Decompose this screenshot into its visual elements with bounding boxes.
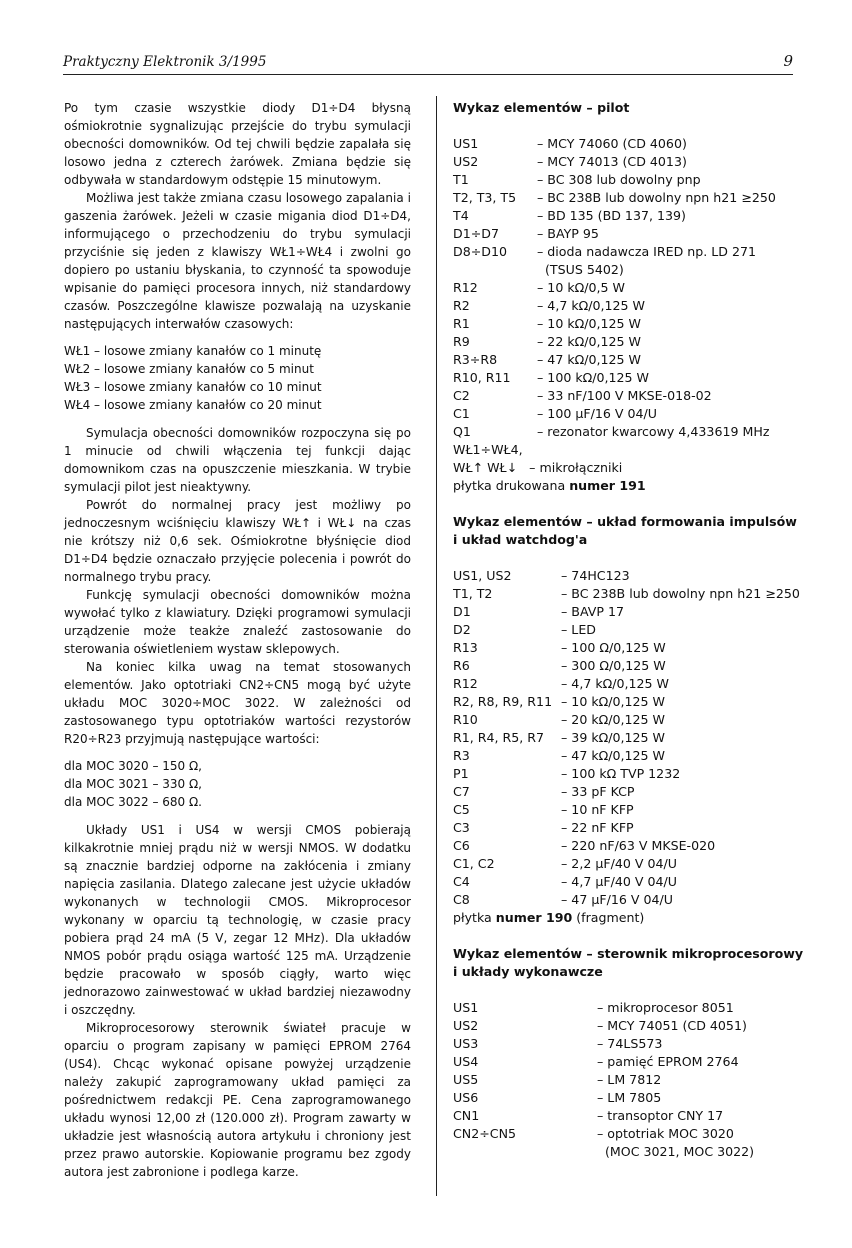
parts-row [453, 189, 813, 207]
part-desc: – 22 nF KFP [561, 820, 634, 835]
part-id: T1 [453, 172, 469, 187]
part-id: T1, T2 [453, 586, 493, 601]
parts-row [453, 783, 813, 801]
part-desc: – 10 kΩ/0,125 W [561, 694, 665, 709]
part-id: D8÷D10 [453, 244, 507, 259]
section-title-line-1: Wykaz elementów – sterownik mikroprocesorowy [453, 946, 804, 961]
parts-row [453, 171, 813, 189]
parts-row [453, 369, 813, 387]
board-label: płytka drukowana [453, 478, 570, 493]
parts-row [453, 999, 813, 1017]
part-id: P1 [453, 766, 469, 781]
part-id: US1 [453, 1000, 479, 1015]
part-id: C5 [453, 802, 470, 817]
paragraph: Symulacja obecności domowników rozpoczyna się po 1 minucie od chwili włączenia tej funkcji dając domownikom czas na opuszczenie mieszkania. W trybie symulacji pilot jest nieaktywny. [64, 426, 411, 494]
part-desc: – pamięć EPROM 2764 [597, 1054, 739, 1069]
parts-row [453, 153, 813, 171]
part-id: CN1 [453, 1108, 480, 1123]
part-desc: – 4,7 μF/40 V 04/U [561, 874, 677, 889]
part-id: C4 [453, 874, 470, 889]
parts-row [453, 1125, 813, 1143]
part-desc: – 100 μF/16 V 04/U [537, 406, 657, 421]
part-id: R1, R4, R5, R7 [453, 730, 545, 745]
parts-row [453, 225, 813, 243]
right-column [453, 99, 813, 1161]
parts-row [453, 801, 813, 819]
parts-row [453, 279, 813, 297]
list-item: dla MOC 3020 – 150 Ω, [64, 759, 202, 773]
part-id: R12 [453, 676, 478, 691]
part-desc: – 4,7 kΩ/0,125 W [537, 298, 646, 313]
part-desc: – MCY 74051 (CD 4051) [597, 1018, 747, 1033]
parts-row [453, 135, 813, 153]
part-id: C3 [453, 820, 470, 835]
parts-row [453, 1053, 813, 1071]
parts-row [453, 1035, 813, 1053]
part-id: D2 [453, 622, 471, 637]
part-desc: – 20 kΩ/0,125 W [561, 712, 665, 727]
parts-row [453, 315, 813, 333]
paragraph: Po tym czasie wszystkie diody D1÷D4 błysną ośmiokrotnie sygnalizując przejście do trybu symulacji obecności domowników. Od tej chwili będzie zapalała się losowo jedna z czterech żarówek. Zmiana będzie się odbywała w standardowym odstępie 15 minutowym. [64, 101, 411, 187]
parts-row [453, 351, 813, 369]
part-id: R3÷R8 [453, 352, 498, 367]
board-number: numer 191 [569, 478, 646, 493]
part-desc: – BAYP 95 [537, 226, 599, 241]
part-id: US6 [453, 1090, 479, 1105]
parts-row [453, 1089, 813, 1107]
part-desc: – 33 nF/100 V MKSE-018-02 [537, 388, 712, 403]
part-id: C7 [453, 784, 470, 799]
part-id: US3 [453, 1036, 479, 1051]
board-number-impulse [453, 909, 813, 927]
list-item: dla MOC 3021 – 330 Ω, [64, 777, 202, 791]
parts-row [453, 297, 813, 315]
part-id: R10 [453, 712, 478, 727]
parts-row [453, 1017, 813, 1035]
part-desc: – optotriak MOC 3020 [597, 1126, 734, 1141]
part-id: R6 [453, 658, 470, 673]
part-id: R13 [453, 640, 478, 655]
part-id: US1, US2 [453, 568, 512, 583]
parts-row [453, 693, 813, 711]
board-suffix: (fragment) [572, 910, 645, 925]
parts-row [453, 333, 813, 351]
page-header [63, 52, 793, 75]
parts-row [453, 585, 813, 603]
parts-row [453, 423, 813, 441]
part-id [453, 261, 537, 279]
part-desc: – BAVP 17 [561, 604, 624, 619]
part-id: CN2÷CN5 [453, 1126, 517, 1141]
section-title-impulse [453, 513, 813, 549]
parts-row [453, 1107, 813, 1125]
part-desc: – 47 kΩ/0,125 W [537, 352, 641, 367]
part-desc: – 33 pF KCP [561, 784, 635, 799]
part-desc: – 10 kΩ/0,5 W [537, 280, 625, 295]
part-id [453, 1143, 597, 1161]
part-desc: – mikroprocesor 8051 [597, 1000, 734, 1015]
part-desc: – 74LS573 [597, 1036, 663, 1051]
part-id: C1 [453, 406, 470, 421]
list-item: WŁ2 – losowe zmiany kanałów co 5 minut [64, 362, 314, 376]
part-desc: – 39 kΩ/0,125 W [561, 730, 665, 745]
part-desc: – BC 308 lub dowolny pnp [537, 172, 701, 187]
parts-row [453, 639, 813, 657]
part-id: US1 [453, 136, 479, 151]
part-desc: – LM 7805 [597, 1090, 662, 1105]
parts-row [453, 765, 813, 783]
part-desc: (MOC 3021, MOC 3022) [597, 1144, 755, 1159]
page-number: 9 [783, 52, 793, 70]
list-item: WŁ4 – losowe zmiany kanałów co 20 minut [64, 398, 322, 412]
part-desc: – 300 Ω/0,125 W [561, 658, 666, 673]
parts-row [453, 603, 813, 621]
part-desc: – LM 7812 [597, 1072, 662, 1087]
part-id: R2, R8, R9, R11 [453, 694, 553, 709]
section-title-line-2: i układ watchdog'a [453, 532, 588, 547]
part-desc: – 220 nF/63 V MKSE-020 [561, 838, 716, 853]
section-title-pilot: Wykaz elementów – pilot [453, 100, 630, 115]
parts-row [453, 1071, 813, 1089]
part-id: Q1 [453, 424, 471, 439]
part-id: R12 [453, 280, 478, 295]
part-desc: – BC 238B lub dowolny npn h21 ≥250 [561, 586, 800, 601]
part-id: T4 [453, 208, 469, 223]
journal-title: Praktyczny Elektronik 3/1995 [63, 54, 267, 70]
paragraph: Układy US1 i US4 w wersji CMOS pobierają kilkakrotnie mniej prądu niż w wersji NMOS. W dodatku są znacznie bardziej odporne na zakłócenia i zmiany napięcia zasilania. Dlatego zalecane jest użycie układów wykonanych w technologii CMOS. Mikroprocesor wykonany w oparciu tą technologię, w czasie pracy pobiera prąd 24 mA (5 V, zegar 12 MHz). Dla układów NMOS pobór prądu osiąga wartość 125 mA. Urządzenie będzie pracowało w sposób ciągły, warto więc jednorazowo zainwestować w układ bardziej niezawodny i oszczędny. [64, 823, 411, 1017]
part-id: R2 [453, 298, 470, 313]
parts-row [453, 855, 813, 873]
parts-row [453, 711, 813, 729]
resistor-value-list [64, 757, 411, 811]
parts-row [453, 657, 813, 675]
part-id: D1 [453, 604, 471, 619]
part-id: D1÷D7 [453, 226, 499, 241]
switch-note-1: WŁ1÷WŁ4, [453, 442, 523, 457]
part-desc: – dioda nadawcza IRED np. LD 271 [537, 244, 757, 259]
parts-row [453, 675, 813, 693]
board-label: płytka [453, 910, 496, 925]
part-desc: – 100 kΩ TVP 1232 [561, 766, 681, 781]
part-desc: (TSUS 5402) [537, 262, 624, 277]
paragraph: Mikroprocesorowy sterownik świateł pracuje w oparciu o program zapisany w pamięci EPROM 2764 (US4). Chcąc wykonać opisane powyżej urządzenie należy zakupić zaprogramowany układ pamięci za pośrednictwem redakcji PE. Cena zaprogramowanego układu wynosi 12,00 zł (120.000 zł). Program zawarty w układzie jest własnością autora artykułu i chroniony jest przez prawo autorskie. Kopiowanie programu bez zgody autora jest zabronione i podlega karze. [64, 1021, 411, 1179]
part-desc: – BD 135 (BD 137, 139) [537, 208, 686, 223]
list-item: dla MOC 3022 – 680 Ω. [64, 795, 202, 809]
parts-list-impulse [453, 567, 813, 927]
interval-list [64, 342, 411, 414]
part-id: US4 [453, 1054, 479, 1069]
part-id: T2, T3, T5 [453, 190, 517, 205]
parts-list-pilot [453, 135, 813, 495]
board-number: numer 190 [495, 910, 573, 925]
part-desc: – 10 nF KFP [561, 802, 634, 817]
part-id: US5 [453, 1072, 479, 1087]
paragraph: Na koniec kilka uwag na temat stosowanych elementów. Jako optotriaki CN2÷CN5 mogą być użyte układu MOC 3020÷MOC 3022. W zależności od zastosowanego typu optotriaków wartości rezystorów R20÷R23 przyjmują następujące wartości: [64, 660, 411, 746]
part-desc: – MCY 74013 (CD 4013) [537, 154, 687, 169]
part-desc: – 100 Ω/0,125 W [561, 640, 666, 655]
part-id: C2 [453, 388, 470, 403]
parts-row [453, 621, 813, 639]
part-id: R1 [453, 316, 470, 331]
parts-row [453, 261, 813, 279]
part-desc: – 47 kΩ/0,125 W [561, 748, 665, 763]
parts-list-controller [453, 999, 813, 1161]
part-desc: – 4,7 kΩ/0,125 W [561, 676, 670, 691]
paragraph: Powrót do normalnej pracy jest możliwy po jednoczesnym wciśnięciu klawiszy WŁ↑ i WŁ↓ na czas nie krótszy niż 0,6 sek. Ośmiokrotne błyśnięcie diod D1÷D4 będzie oznaczało przyjęcie polecenia i powrót do normalnego trybu pracy. [64, 498, 411, 584]
part-id: C8 [453, 892, 470, 907]
parts-row [453, 819, 813, 837]
column-divider [436, 96, 437, 1196]
parts-row [453, 837, 813, 855]
part-id: C1, C2 [453, 856, 495, 871]
part-desc: – 22 kΩ/0,125 W [537, 334, 641, 349]
part-desc: – MCY 74060 (CD 4060) [537, 136, 687, 151]
list-item: WŁ1 – losowe zmiany kanałów co 1 minutę [64, 344, 322, 358]
part-id: R10, R11 [453, 370, 511, 385]
board-number-pilot [453, 477, 813, 495]
parts-row [453, 567, 813, 585]
part-desc: – 100 kΩ/0,125 W [537, 370, 650, 385]
switch-note-2: WŁ↑ WŁ↓ – mikrołączniki [453, 460, 623, 475]
part-desc: – 47 μF/16 V 04/U [561, 892, 673, 907]
parts-row [453, 729, 813, 747]
section-title-controller [453, 945, 813, 981]
part-desc: – 74HC123 [561, 568, 630, 583]
section-title-line-2: i układy wykonawcze [453, 964, 603, 979]
parts-row [453, 387, 813, 405]
part-desc: – transoptor CNY 17 [597, 1108, 724, 1123]
parts-row [453, 405, 813, 423]
parts-row [453, 873, 813, 891]
part-id: US2 [453, 1018, 479, 1033]
part-desc: – LED [561, 622, 596, 637]
part-id: R3 [453, 748, 470, 763]
section-title-line-1: Wykaz elementów – układ formowania impulsów [453, 514, 797, 529]
part-desc: – 2,2 μF/40 V 04/U [561, 856, 677, 871]
parts-row [453, 747, 813, 765]
parts-row [453, 243, 813, 261]
part-id: C6 [453, 838, 470, 853]
part-id: R9 [453, 334, 470, 349]
part-desc: – rezonator kwarcowy 4,433619 MHz [537, 424, 770, 439]
paragraph: Funkcję symulacji obecności domowników można wywołać tylko z klawiatury. Dzięki programowi symulacji urządzenie może teakże znaleźć zastosowanie do sterowania oświetleniem wystaw sklepowych. [64, 588, 411, 656]
parts-row [453, 891, 813, 909]
paragraph: Możliwa jest także zmiana czasu losowego zapalania i gaszenia żarówek. Jeżeli w czasie migania diod D1÷D4, informującego o przechodzeniu do trybu symulacji przyciśnie się jeden z klawiszy WŁ1÷WŁ4 i zwolni go dopiero po ustaniu błyskania, to czynność ta spowoduje wpisanie do pamięci procesora innych, niż standardowy czasów. Poszczególne klawisze pozwalają na uzyskanie następujących interwałów czasowych: [64, 191, 411, 331]
list-item: WŁ3 – losowe zmiany kanałów co 10 minut [64, 380, 322, 394]
part-desc: – BC 238B lub dowolny npn h21 ≥250 [537, 190, 776, 205]
part-desc: – 10 kΩ/0,125 W [537, 316, 641, 331]
parts-row [453, 1143, 813, 1161]
parts-row [453, 207, 813, 225]
left-column [64, 99, 411, 1181]
part-id: US2 [453, 154, 479, 169]
